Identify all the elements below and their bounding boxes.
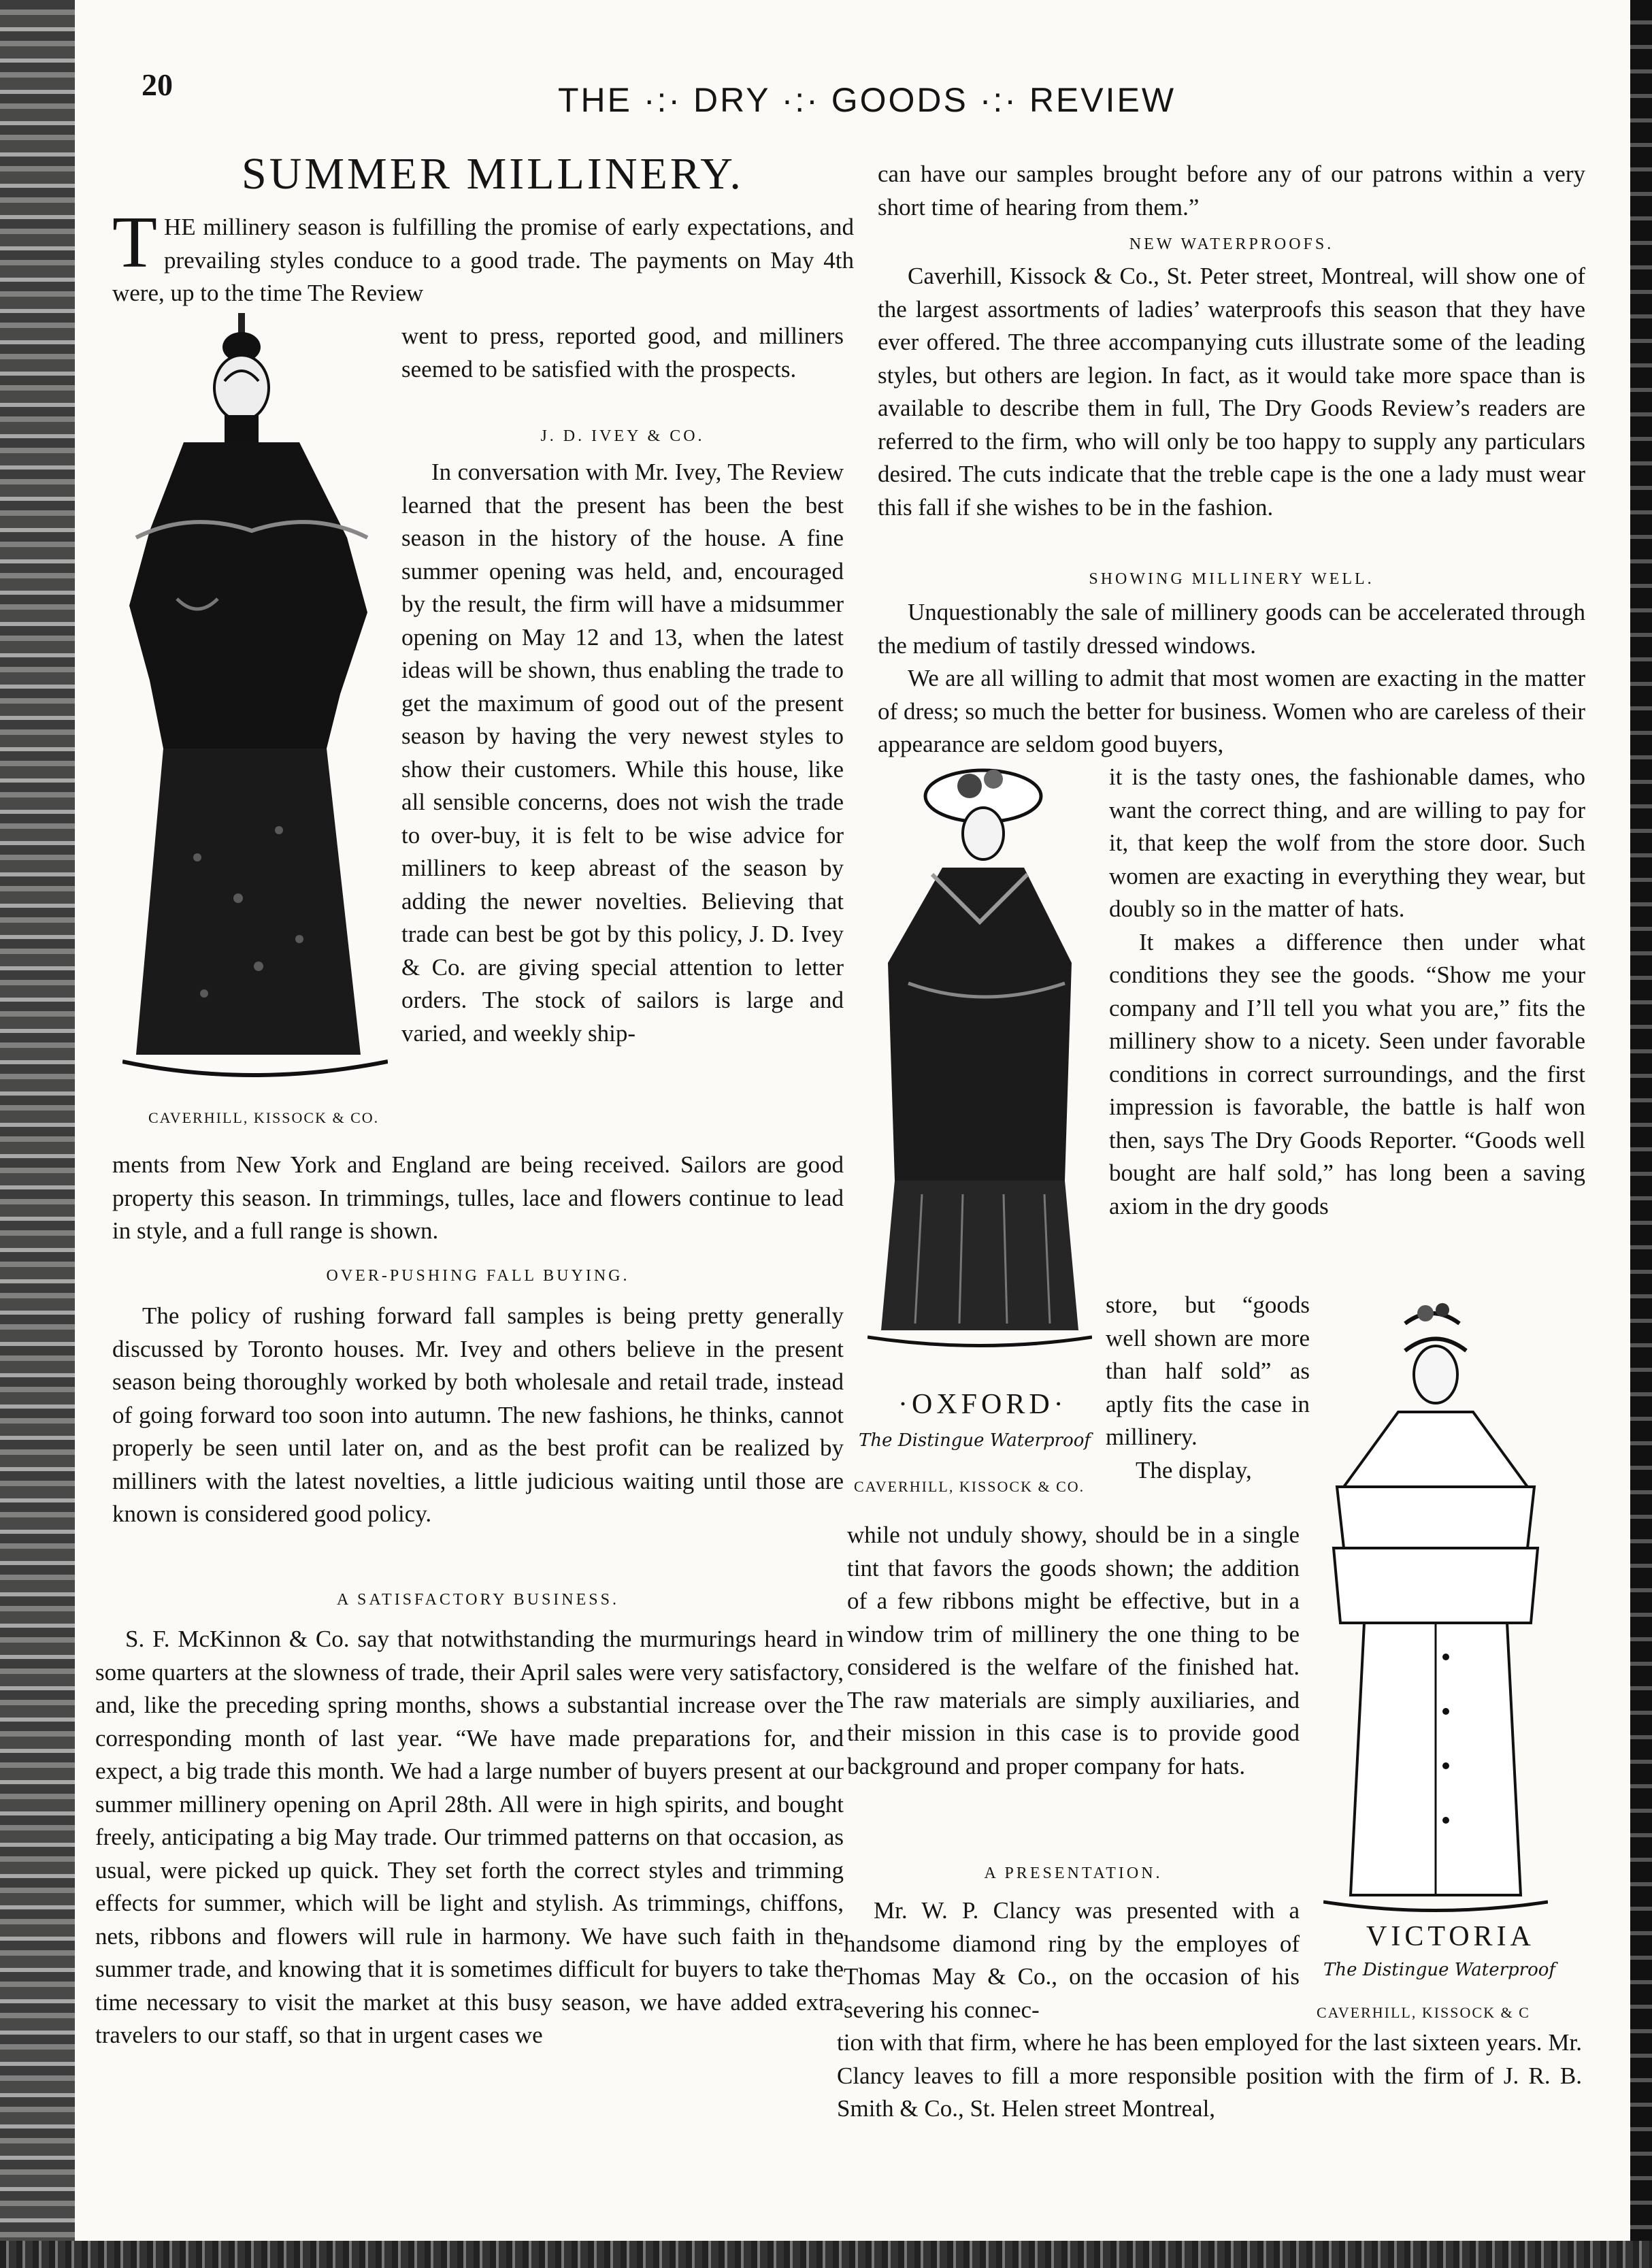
oxford-caption: CAVERHILL, KISSOCK & CO. [854, 1478, 1085, 1495]
ivey-full-paragraph [112, 1149, 844, 1248]
intro-paragraph [112, 202, 854, 310]
showing-text-1: Unquestionably the sale of millinery goods can be accelerated through the medium of tastily dressed windows. [878, 599, 1585, 659]
showing-paragraph-1 [878, 596, 1585, 761]
oxford-tagline: The Distingue Waterproof [859, 1430, 1091, 1451]
showing-narrow-paragraph [1109, 761, 1585, 1223]
presentation-heading: A PRESENTATION. [984, 1864, 1163, 1882]
victoria-illustration [1323, 1303, 1548, 1916]
display-text: The display, [1136, 1456, 1252, 1483]
satisfactory-paragraph [95, 1623, 844, 2052]
satisfactory-heading: A SATISFACTORY BUSINESS. [337, 1591, 619, 1609]
ivey-full-text: ments from New York and England are being received. Sailors are good property this season. In trimmings, tulles, lace and flowers continue to lead in style, and a full range is shown. [112, 1151, 844, 1244]
presentation-narrow-paragraph [844, 1894, 1300, 2026]
presentation-narrow-text: Mr. W. P. Clancy was presented with a handsome diamond ring by the employes of Thomas May & Co., on the occasion of his severing his connec- [844, 1897, 1300, 2023]
showing-text-2: We are all willing to admit that most women are exacting in the matter of dress; so much the better for business. Women who are careless of their appearance are seldom good buyers, [878, 665, 1585, 757]
victoria-title: VICTORIA [1366, 1921, 1535, 1952]
scan-edge-left [0, 0, 75, 2268]
drop-cap: T [112, 202, 157, 283]
display-rest-text: while not unduly showy, should be in a single tint that favors the goods shown; the addition of a few ribbons might be effective, but in a window trim of millinery the one thing to be considered is the welfare of the finished hat. The raw materials are simply auxiliaries, and their mission in this case is to provide good background and proper company for hats. [847, 1522, 1300, 1779]
showing-store-paragraph [1106, 1289, 1310, 1487]
cape-illustration-left [122, 313, 388, 1102]
waterproofs-text: Caverhill, Kissock & Co., St. Peter street, Montreal, will show one of the largest assortments of ladies’ waterproofs this season that they have ever offered. The three accompanying cuts illustrate some of the leading styles, but others are legion. In fact, as it would take more space than is available to describe them in full, The Dry Goods Review’s readers are referred to the firm, who will only be too happy to supply any particulars desired. The cuts indicate that the treble cape is the one a lady must wear this fall if she wishes to be in the fashion. [878, 263, 1585, 521]
scan-edge-bottom [0, 2241, 1652, 2268]
ivey-heading: J. D. IVEY & CO. [540, 427, 705, 445]
presentation-full-text: tion with that firm, where he has been employed for the last sixteen years. Mr. Clancy leaves to fill a more responsible position with the firm of J. R. B. Smith & Co., St. Helen street Montreal, [837, 2029, 1582, 2122]
waterproofs-paragraph [878, 260, 1585, 524]
ivey-narrow-paragraph [401, 456, 844, 1050]
overpushing-heading: OVER-PUSHING FALL BUYING. [326, 1267, 630, 1285]
showing-text-3: It makes a difference then under what conditions they see the goods. “Show me your company and I’ll tell you what you are,” fits the millinery show to a nicety. Seen under favorable conditions in correct surroundings, and the first impression is favorable, the battle is half won then, says The Dry Goods Reporter. “Goods well bought are half sold,” has long been a saving axiom in the dry goods [1109, 928, 1585, 1219]
waterproofs-heading: NEW WATERPROOFS. [1129, 235, 1334, 253]
victoria-caption: CAVERHILL, KISSOCK & C [1317, 2004, 1530, 2021]
article-title: SUMMER MILLINERY. [242, 149, 744, 199]
oxford-title: ·OXFORD· [898, 1389, 1068, 1420]
satisfactory-text: S. F. McKinnon & Co. say that notwithstanding the murmurings heard in some quarters at the slowness of trade, their April sales were very satisfactory, and, like the preceding spring months, shows a substantial increase over the corresponding month of last year. “We have made preparations for, and expect, a big trade this month. We had a large number of buyers present at our summer millinery opening on April 28th. All were in high spirits, and bought freely, anticipating a big May trade. Our trimmed patterns on that occasion, as usual, were picked up quick. They set forth the correct styles and trimming effects for summer, which will be light and stylish. As trimmings, chiffons, nets, ribbons and flowers will rule in harmony. We have such faith in the summer trade, and knowing that it is sometimes difficult for buyers to take the time necessary to visit the market at this busy season, we have added extra travelers to our staff, so that in urgent cases we [95, 1626, 844, 2048]
oxford-illustration [868, 759, 1092, 1351]
showing-heading: SHOWING MILLINERY WELL. [1089, 570, 1374, 588]
showing-narrow-text: it is the tasty ones, the fashionable dames, who want the correct thing, and are willing to pay for it, that keep the wolf from the store door. Such women are exacting in everything they wear, but doubly so in the matter of hats. [1109, 763, 1585, 922]
overpushing-text: The policy of rushing forward fall samples is being pretty generally discussed by Toronto houses. Mr. Ivey and others believe in the present season being thoroughly worked by both wholesale and retail trade, instead of going forward too soon into autumn. The new fashions, he thinks, cannot properly be seen until later on, and as the best profit can be realized by milliners with the latest novelties, a little judicious waiting until those are known is considered good policy. [112, 1302, 844, 1527]
overpushing-paragraph [112, 1300, 844, 1531]
continued-text: can have our samples brought before any of our patrons within a very short time of hearing from them.” [878, 161, 1585, 220]
intro-narrow-text: went to press, reported good, and milliners seemed to be satisfied with the prospects. [401, 323, 844, 382]
display-paragraph [847, 1519, 1300, 1783]
running-head: THE ·:· DRY ·:· GOODS ·:· REVIEW [558, 81, 1176, 119]
presentation-full-paragraph [837, 2026, 1582, 2126]
cape-left-caption: CAVERHILL, KISSOCK & CO. [148, 1109, 380, 1126]
scan-edge-right [1630, 0, 1652, 2268]
ivey-text: In conversation with Mr. Ivey, The Review learned that the present has been the best season in the history of the house. A fine summer opening was held, and, encouraged by the result, the firm will have a midsummer opening on May 12 and 13, when the latest ideas will be shown, thus enabling the trade to get the maximum of good out of the present season by having the very newest styles to show their customers. While this house, like all sensible concerns, does not wish the trade to over-buy, it is felt to be wise advice for milliners to keep abreast of the season by adding the newer novelties. Believing that trade can best be got by this policy, J. D. Ivey & Co. are giving special attention to letter orders. The stock of sailors is large and varied, and weekly ship- [401, 459, 844, 1047]
showing-store-text: store, but “goods well shown are more than half sold” as aptly fits the case in millinery. [1106, 1292, 1310, 1450]
page-number: 20 [142, 67, 173, 102]
intro-continuation [401, 320, 844, 386]
intro-text: HE millinery season is fulfilling the promise of early expectations, and prevailing styles conduce to a good trade. The payments on May 4th were, up to the time The Review [112, 214, 854, 306]
victoria-tagline: The Distingue Waterproof [1323, 1960, 1556, 1980]
continued-paragraph [878, 158, 1585, 224]
